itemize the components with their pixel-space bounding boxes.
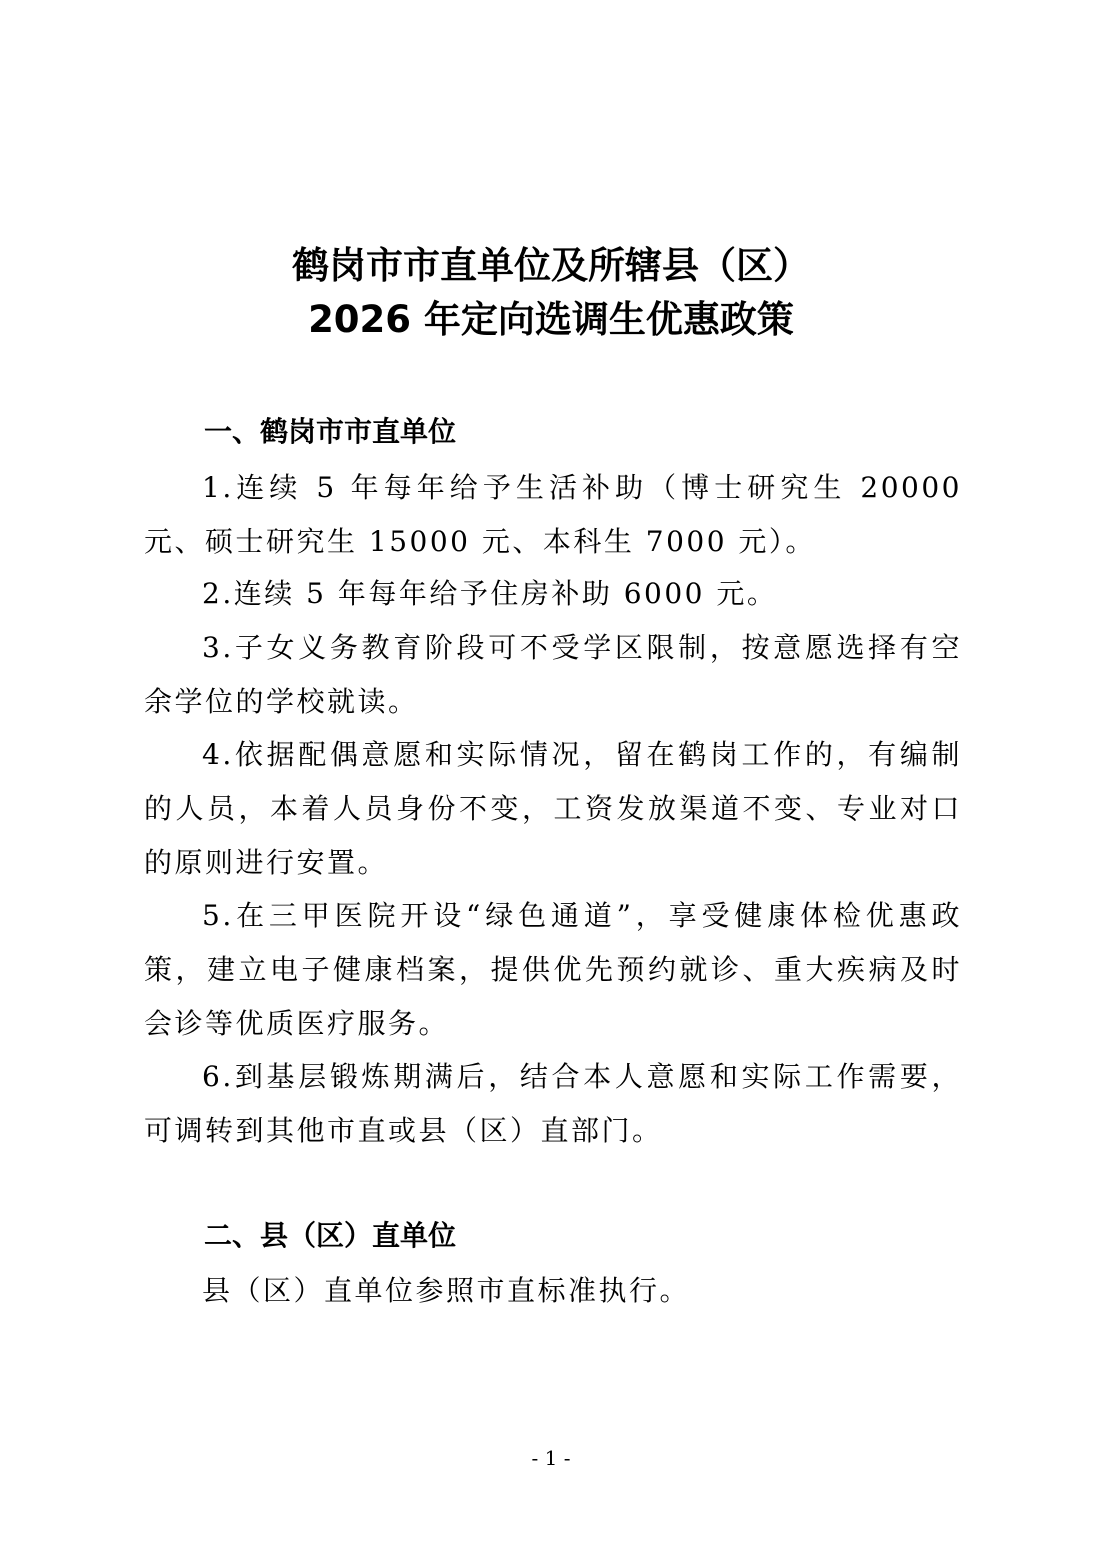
section-1-heading: 一、鹤岗市市直单位 <box>204 415 457 448</box>
document-title-line-2: 2026 年定向选调生优惠政策 <box>308 298 794 341</box>
section-2-text: 县（区）直单位参照市直标准执行。 <box>202 1274 691 1307</box>
policy-item-6: 6.到基层锻炼期满后，结合本人意愿和实际工作需要，可调转到其他市直或县（区）直部门。 <box>144 1060 962 1147</box>
page-number: - 1 - <box>531 1446 571 1470</box>
policy-item-4: 4.依据配偶意愿和实际情况，留在鹤岗工作的，有编制的人员，本着人员身份不变，工资发放渠道不变、专业对口的原则进行安置。 <box>144 738 962 879</box>
policy-item-5: 5.在三甲医院开设“绿色通道”，享受健康体检优惠政策，建立电子健康档案，提供优先预约就诊、重大疾病及时会诊等优质医疗服务。 <box>144 899 962 1040</box>
policy-item-2: 2.连续 5 年每年给予住房补助 6000 元。 <box>202 577 778 610</box>
policy-item-1: 1.连续 5 年每年给予生活补助（博士研究生 20000 元、硕士研究生 15000 元、本科生 7000 元）。 <box>144 471 962 558</box>
policy-item-3: 3.子女义务教育阶段可不受学区限制，按意愿选择有空余学位的学校就读。 <box>144 631 962 718</box>
document-title-line-1: 鹤岗市市直单位及所辖县（区） <box>292 244 810 287</box>
section-2-heading: 二、县（区）直单位 <box>204 1219 457 1252</box>
